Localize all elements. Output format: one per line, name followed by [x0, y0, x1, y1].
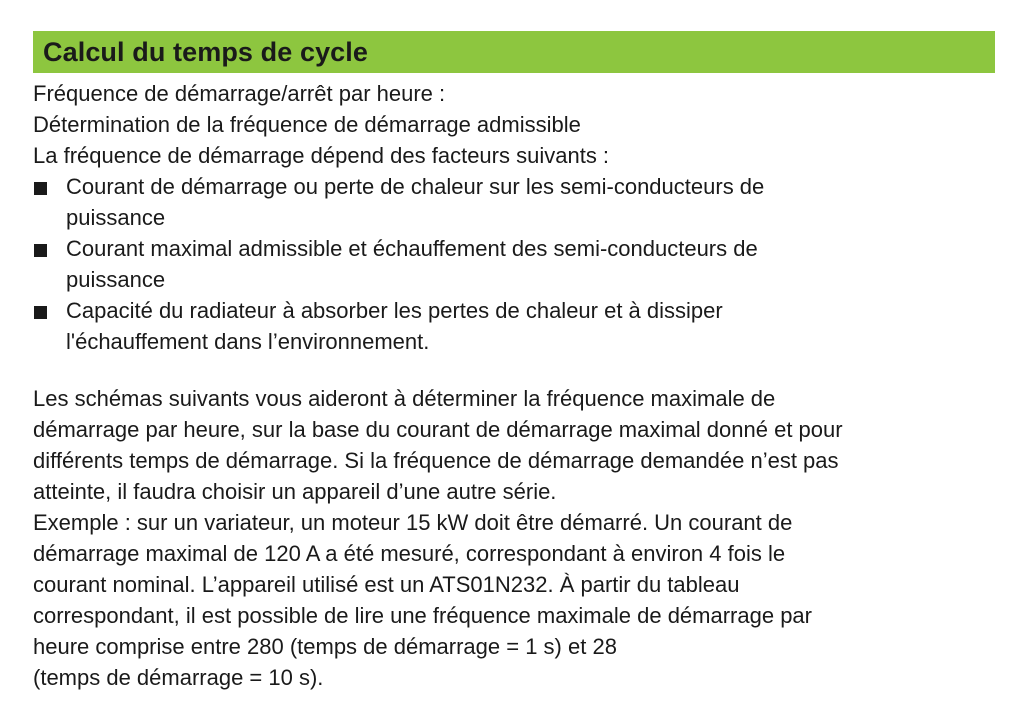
paragraph-line: démarrage maximal de 120 A a été mesuré, correspondant à environ 4 fois le: [33, 541, 786, 566]
list-item-line: puissance: [66, 205, 166, 230]
list-item-line: Capacité du radiateur à absorber les pertes de chaleur et à dissiper: [66, 298, 723, 323]
paragraph-example: [33, 507, 995, 693]
paragraph-line: Les schémas suivants vous aideront à déterminer la fréquence maximale de: [33, 386, 776, 411]
paragraph-schemas: [33, 383, 995, 507]
square-bullet-icon: [34, 182, 47, 195]
list-item-text: [66, 171, 995, 233]
list-item-line: Courant de démarrage ou perte de chaleur sur les semi-conducteurs de: [66, 174, 765, 199]
document-body: [33, 78, 995, 693]
section-header: [33, 31, 995, 73]
list-item-line: puissance: [66, 267, 166, 292]
list-item: [33, 295, 995, 357]
paragraph-line: heure comprise entre 280 (temps de démarrage = 1 s) et 28: [33, 634, 617, 659]
section-title: Calcul du temps de cycle: [43, 36, 369, 67]
paragraph-line: différents temps de démarrage. Si la fréquence de démarrage demandée n’est pas: [33, 448, 839, 473]
list-item-text: [66, 233, 995, 295]
intro-line-determination: Détermination de la fréquence de démarrage admissible: [33, 112, 581, 137]
paragraph-spacer: [33, 357, 995, 383]
paragraph-line: atteinte, il faudra choisir un appareil d’une autre série.: [33, 479, 557, 504]
list-item-line: Courant maximal admissible et échauffement des semi-conducteurs de: [66, 236, 758, 261]
list-item: [33, 233, 995, 295]
list-item-text: [66, 295, 995, 357]
factor-list: [33, 171, 995, 357]
square-bullet-icon: [34, 244, 47, 257]
list-item-line: l'échauffement dans l’environnement.: [66, 329, 430, 354]
paragraph-line: Exemple : sur un variateur, un moteur 15 kW doit être démarré. Un courant de: [33, 510, 793, 535]
list-item: [33, 171, 995, 233]
paragraph-line: démarrage par heure, sur la base du courant de démarrage maximal donné et pour: [33, 417, 843, 442]
paragraph-line: (temps de démarrage = 10 s).: [33, 665, 324, 690]
intro-line-factors: La fréquence de démarrage dépend des facteurs suivants :: [33, 143, 610, 168]
square-bullet-icon: [34, 306, 47, 319]
intro-line-frequency: Fréquence de démarrage/arrêt par heure :: [33, 81, 446, 106]
paragraph-line: correspondant, il est possible de lire une fréquence maximale de démarrage par: [33, 603, 812, 628]
paragraph-line: courant nominal. L’appareil utilisé est un ATS01N232. À partir du tableau: [33, 572, 740, 597]
